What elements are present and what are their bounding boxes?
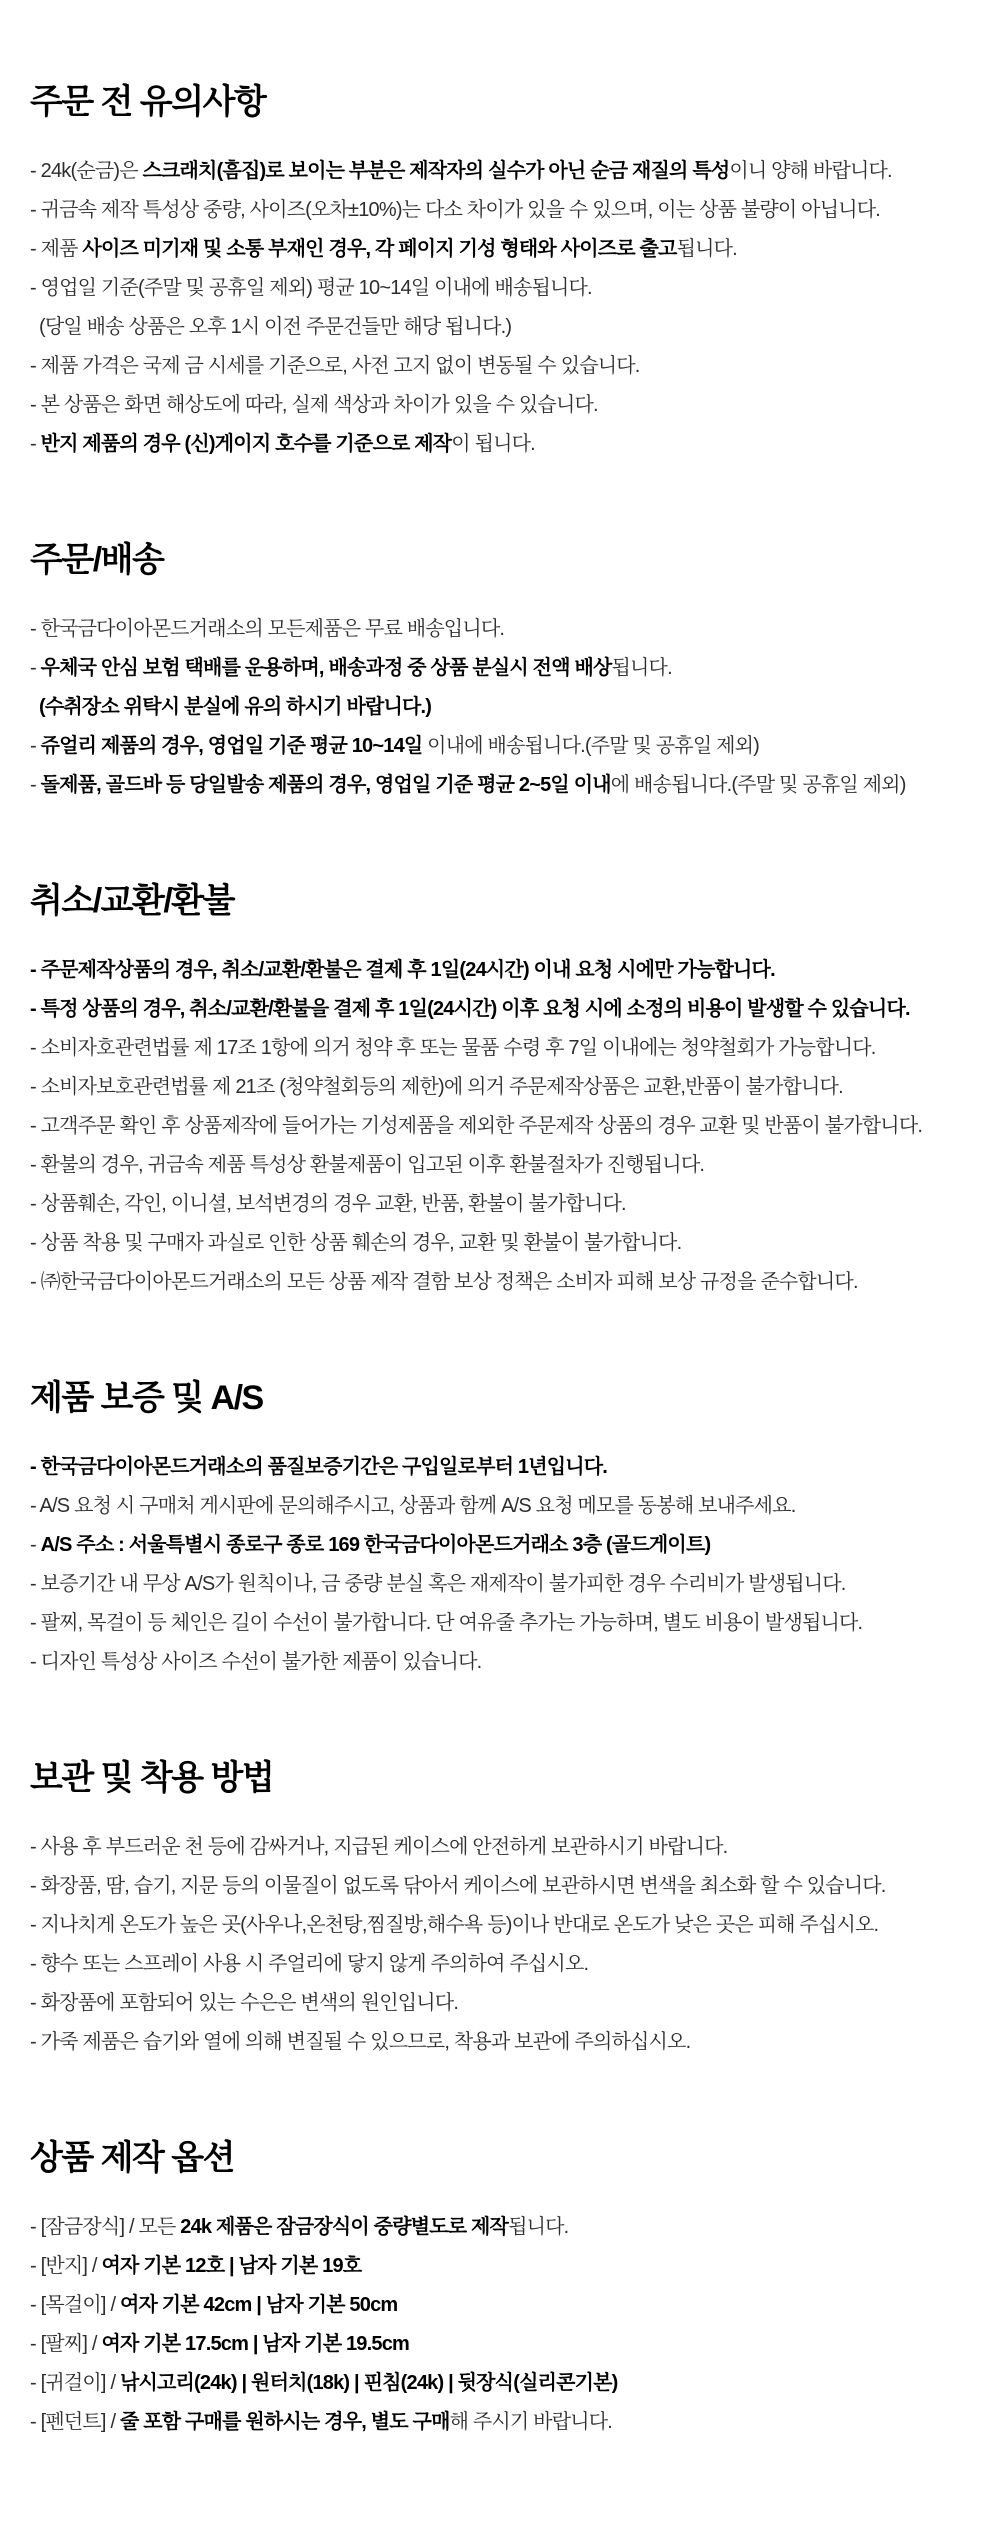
notice-text: - [30,774,41,796]
notice-item [30,1146,970,1185]
notice-item [30,308,970,347]
notice-text-bold: - 특정 상품의 경우, 취소/교환/환불을 결제 후 1일(24시간) 이후 요청 시에 소정의 비용이 발생할 수 있습니다. [30,998,910,1020]
notice-item [30,1984,970,2023]
notice-text: - 제품 가격은 국제 금 시세를 기준으로, 사전 고지 없이 변동될 수 있습니다. [30,355,640,377]
notice-item [30,1565,970,1604]
notice-text-bold: (수취장소 위탁시 분실에 유의 하시기 바랍니다.) [39,696,432,718]
notice-section [30,84,970,464]
notice-text: 이니 양해 바랍니다. [729,160,892,182]
notice-text-bold: 24k 제품은 잠금장식이 중량별도로 제작 [180,2216,509,2238]
notice-item [30,386,970,425]
notice-text: - [30,735,41,757]
notice-text: - 귀금속 제작 특성상 중량, 사이즈(오차±10%)는 다소 차이가 있을 수 있으며, 이는 상품 불량이 아닙니다. [30,199,881,221]
notice-text: - 본 상품은 화면 해상도에 따라, 실제 색상과 차이가 있을 수 있습니다. [30,394,598,416]
notice-item [30,425,970,464]
section-title: 주문 전 유의사항 [30,83,266,121]
notice-item [30,347,970,386]
notice-item [30,951,970,990]
notice-text-bold: 돌제품, 골드바 등 당일발송 제품의 경우, 영업일 기준 평균 2~5일 이내 [40,774,611,796]
notice-text-bold: 낚시고리(24k) | 원터치(18k) | 핀침(24k) | 뒷장식(실리콘기본) [119,2372,618,2394]
notice-item [30,2023,970,2062]
notice-text-bold: 여자 기본 17.5cm | 남자 기본 19.5cm [101,2333,410,2355]
notice-item [30,649,970,688]
notice-item [30,1945,970,1984]
notice-text-bold: 스크래치(흠집)로 보이는 부분은 제작자의 실수가 아닌 순금 재질의 특성 [142,160,730,182]
notice-section [30,883,970,1302]
notice-text: - [귀걸이] / [30,2372,120,2394]
notice-text: - 환불의 경우, 귀금속 제품 특성상 환불제품이 입고된 이후 환불절차가 진행됩니다. [30,1154,705,1176]
notice-item [30,2403,970,2442]
notice-text-bold: 사이즈 미기재 및 소통 부재인 경우, 각 페이지 기성 형태와 사이즈로 출고 [82,238,677,260]
notice-text: - 가죽 제품은 습기와 열에 의해 변질될 수 있으므로, 착용과 보관에 주의하십시오. [30,2031,691,2053]
notice-section [30,2140,970,2442]
notice-item [30,1185,970,1224]
notice-item [30,1068,970,1107]
notice-text: - [30,1534,41,1556]
notice-item [30,1487,970,1526]
notice-text: - 한국금다이아몬드거래소의 모든제품은 무료 배송입니다. [30,618,505,640]
notice-text: - [30,657,41,679]
notice-text: - 화장품에 포함되어 있는 수은은 변색의 원인입니다. [30,1992,459,2014]
notice-text: - [반지] / [30,2255,102,2277]
notice-item [30,2208,970,2247]
notice-text: - [펜던트] / [30,2411,120,2433]
notice-item [30,2364,970,2403]
notice-text: - [팔찌] / [30,2333,102,2355]
notice-text: - 영업일 기준(주말 및 공휴일 제외) 평균 10~14일 이내에 배송됩니다. [30,277,592,299]
notice-section [30,542,970,805]
notice-text: - ㈜한국금다이아몬드거래소의 모든 상품 제작 결함 보상 정책은 소비자 피해 보상 규정을 준수합니다. [30,1271,858,1293]
notice-text: - 팔찌, 목걸이 등 체인은 길이 수선이 불가합니다. 단 여유줄 추가는 가능하며, 별도 비용이 발생됩니다. [30,1612,863,1634]
section-title: 제품 보증 및 A/S [30,1379,263,1417]
notice-item [30,1263,970,1302]
notice-item [30,1029,970,1068]
notice-text: - A/S 요청 시 구매처 게시판에 문의해주시고, 상품과 함께 A/S 요청 메모를 동봉해 보내주세요. [30,1495,796,1517]
notice-item [30,230,970,269]
notice-item [30,1526,970,1565]
notice-text: - 24k(순금)은 [30,160,143,182]
notice-item [30,269,970,308]
notice-text-bold: 줄 포함 구매를 원하시는 경우, 별도 구매 [119,2411,450,2433]
notice-item [30,610,970,649]
notice-item [30,727,970,766]
notice-text: 이내에 배송됩니다.(주말 및 공휴일 제외) [422,735,760,757]
notice-section [30,1380,970,1682]
notice-item [30,2247,970,2286]
notice-item [30,688,970,727]
notice-text: - [잠금장식] / 모든 [30,2216,181,2238]
notice-text: - 고객주문 확인 후 상품제작에 들어가는 기성제품을 제외한 주문제작 상품의 경우 교환 및 반품이 불가합니다. [30,1115,923,1137]
notice-text-bold: 반지 제품의 경우 (신)게이지 호수를 기준으로 제작 [40,433,452,455]
notice-text: - [30,433,41,455]
notice-text-bold: 우체국 안심 보험 택배를 운용하며, 배송과정 중 상품 분실시 전액 배상 [40,657,612,679]
notice-item [30,1224,970,1263]
notice-text: - 소비자호관련법률 제 17조 1항에 의거 청약 후 또는 물품 수령 후 7일 이내에는 청약철회가 가능합니다. [30,1037,876,1059]
notice-item [30,152,970,191]
notice-text: - 상품훼손, 각인, 이니셜, 보석변경의 경우 교환, 반품, 환불이 불가합니다. [30,1193,626,1215]
notice-item [30,1867,970,1906]
notice-text: - 화장품, 땀, 습기, 지문 등의 이물질이 없도록 닦아서 케이스에 보관하시면 변색을 최소화 할 수 있습니다. [30,1875,886,1897]
section-title: 취소/교환/환불 [30,882,234,920]
notice-item [30,1448,970,1487]
notice-text: - 소비자보호관련법률 제 21조 (청약철회등의 제한)에 의거 주문제작상품은 교환,반품이 불가합니다. [30,1076,843,1098]
notice-text-bold: 여자 기본 12호 | 남자 기본 19호 [101,2255,362,2277]
notice-text: - 상품 착용 및 구매자 과실로 인한 상품 훼손의 경우, 교환 및 환불이 불가합니다. [30,1232,682,1254]
notice-text: - 사용 후 부드러운 천 등에 감싸거나, 지급된 케이스에 안전하게 보관하시기 바랍니다. [30,1836,728,1858]
notice-text-bold: A/S 주소 : 서울특별시 종로구 종로 169 한국금다이아몬드거래소 3층 (골드게이트) [40,1534,711,1556]
notice-item [30,1604,970,1643]
notice-text: - [목걸이] / [30,2294,120,2316]
notice-section [30,1760,970,2062]
notice-text: 됩니다. [676,238,737,260]
notice-item [30,191,970,230]
notice-item [30,1643,970,1682]
notice-text: - 향수 또는 스프레이 사용 시 주얼리에 닿지 않게 주의하여 주십시오. [30,1953,589,1975]
notice-item [30,990,970,1029]
notice-item [30,1828,970,1867]
notice-text: 해 주시기 바랍니다. [449,2411,613,2433]
notice-text: 됩니다. [508,2216,569,2238]
notice-item [30,2325,970,2364]
notice-item [30,1107,970,1146]
notice-text-bold: 쥬얼리 제품의 경우, 영업일 기준 평균 10~14일 [40,735,423,757]
notice-item [30,766,970,805]
notice-text: 됩니다. [611,657,672,679]
notice-text: 에 배송됩니다.(주말 및 공휴일 제외) [610,774,906,796]
notice-text-bold: - 한국금다이아몬드거래소의 품질보증기간은 구입일로부터 1년입니다. [30,1456,608,1478]
section-title: 주문/배송 [30,541,164,579]
notice-text: - 지나치게 온도가 높은 곳(사우나,온천탕,찜질방,해수욕 등)이나 반대로 온도가 낮은 곳은 피해 주십시오. [30,1914,879,1936]
notice-text: 이 됩니다. [451,433,535,455]
section-title: 상품 제작 옵션 [30,2139,234,2177]
notice-text-bold: - 주문제작상품의 경우, 취소/교환/환불은 결제 후 1일(24시간) 이내 요청 시에만 가능합니다. [30,959,775,981]
notice-item [30,2286,970,2325]
notice-text: (당일 배송 상품은 오후 1시 이전 주문건들만 해당 됩니다.) [39,316,512,338]
notice-text: - 제품 [30,238,83,260]
notice-text: - 보증기간 내 무상 A/S가 원칙이나, 금 중량 분실 혹은 재제작이 불가피한 경우 수리비가 발생됩니다. [30,1573,846,1595]
notice-item [30,1906,970,1945]
notice-text: - 디자인 특성상 사이즈 수선이 불가한 제품이 있습니다. [30,1651,482,1673]
notice-text-bold: 여자 기본 42cm | 남자 기본 50cm [119,2294,398,2316]
section-title: 보관 및 착용 방법 [30,1759,274,1797]
